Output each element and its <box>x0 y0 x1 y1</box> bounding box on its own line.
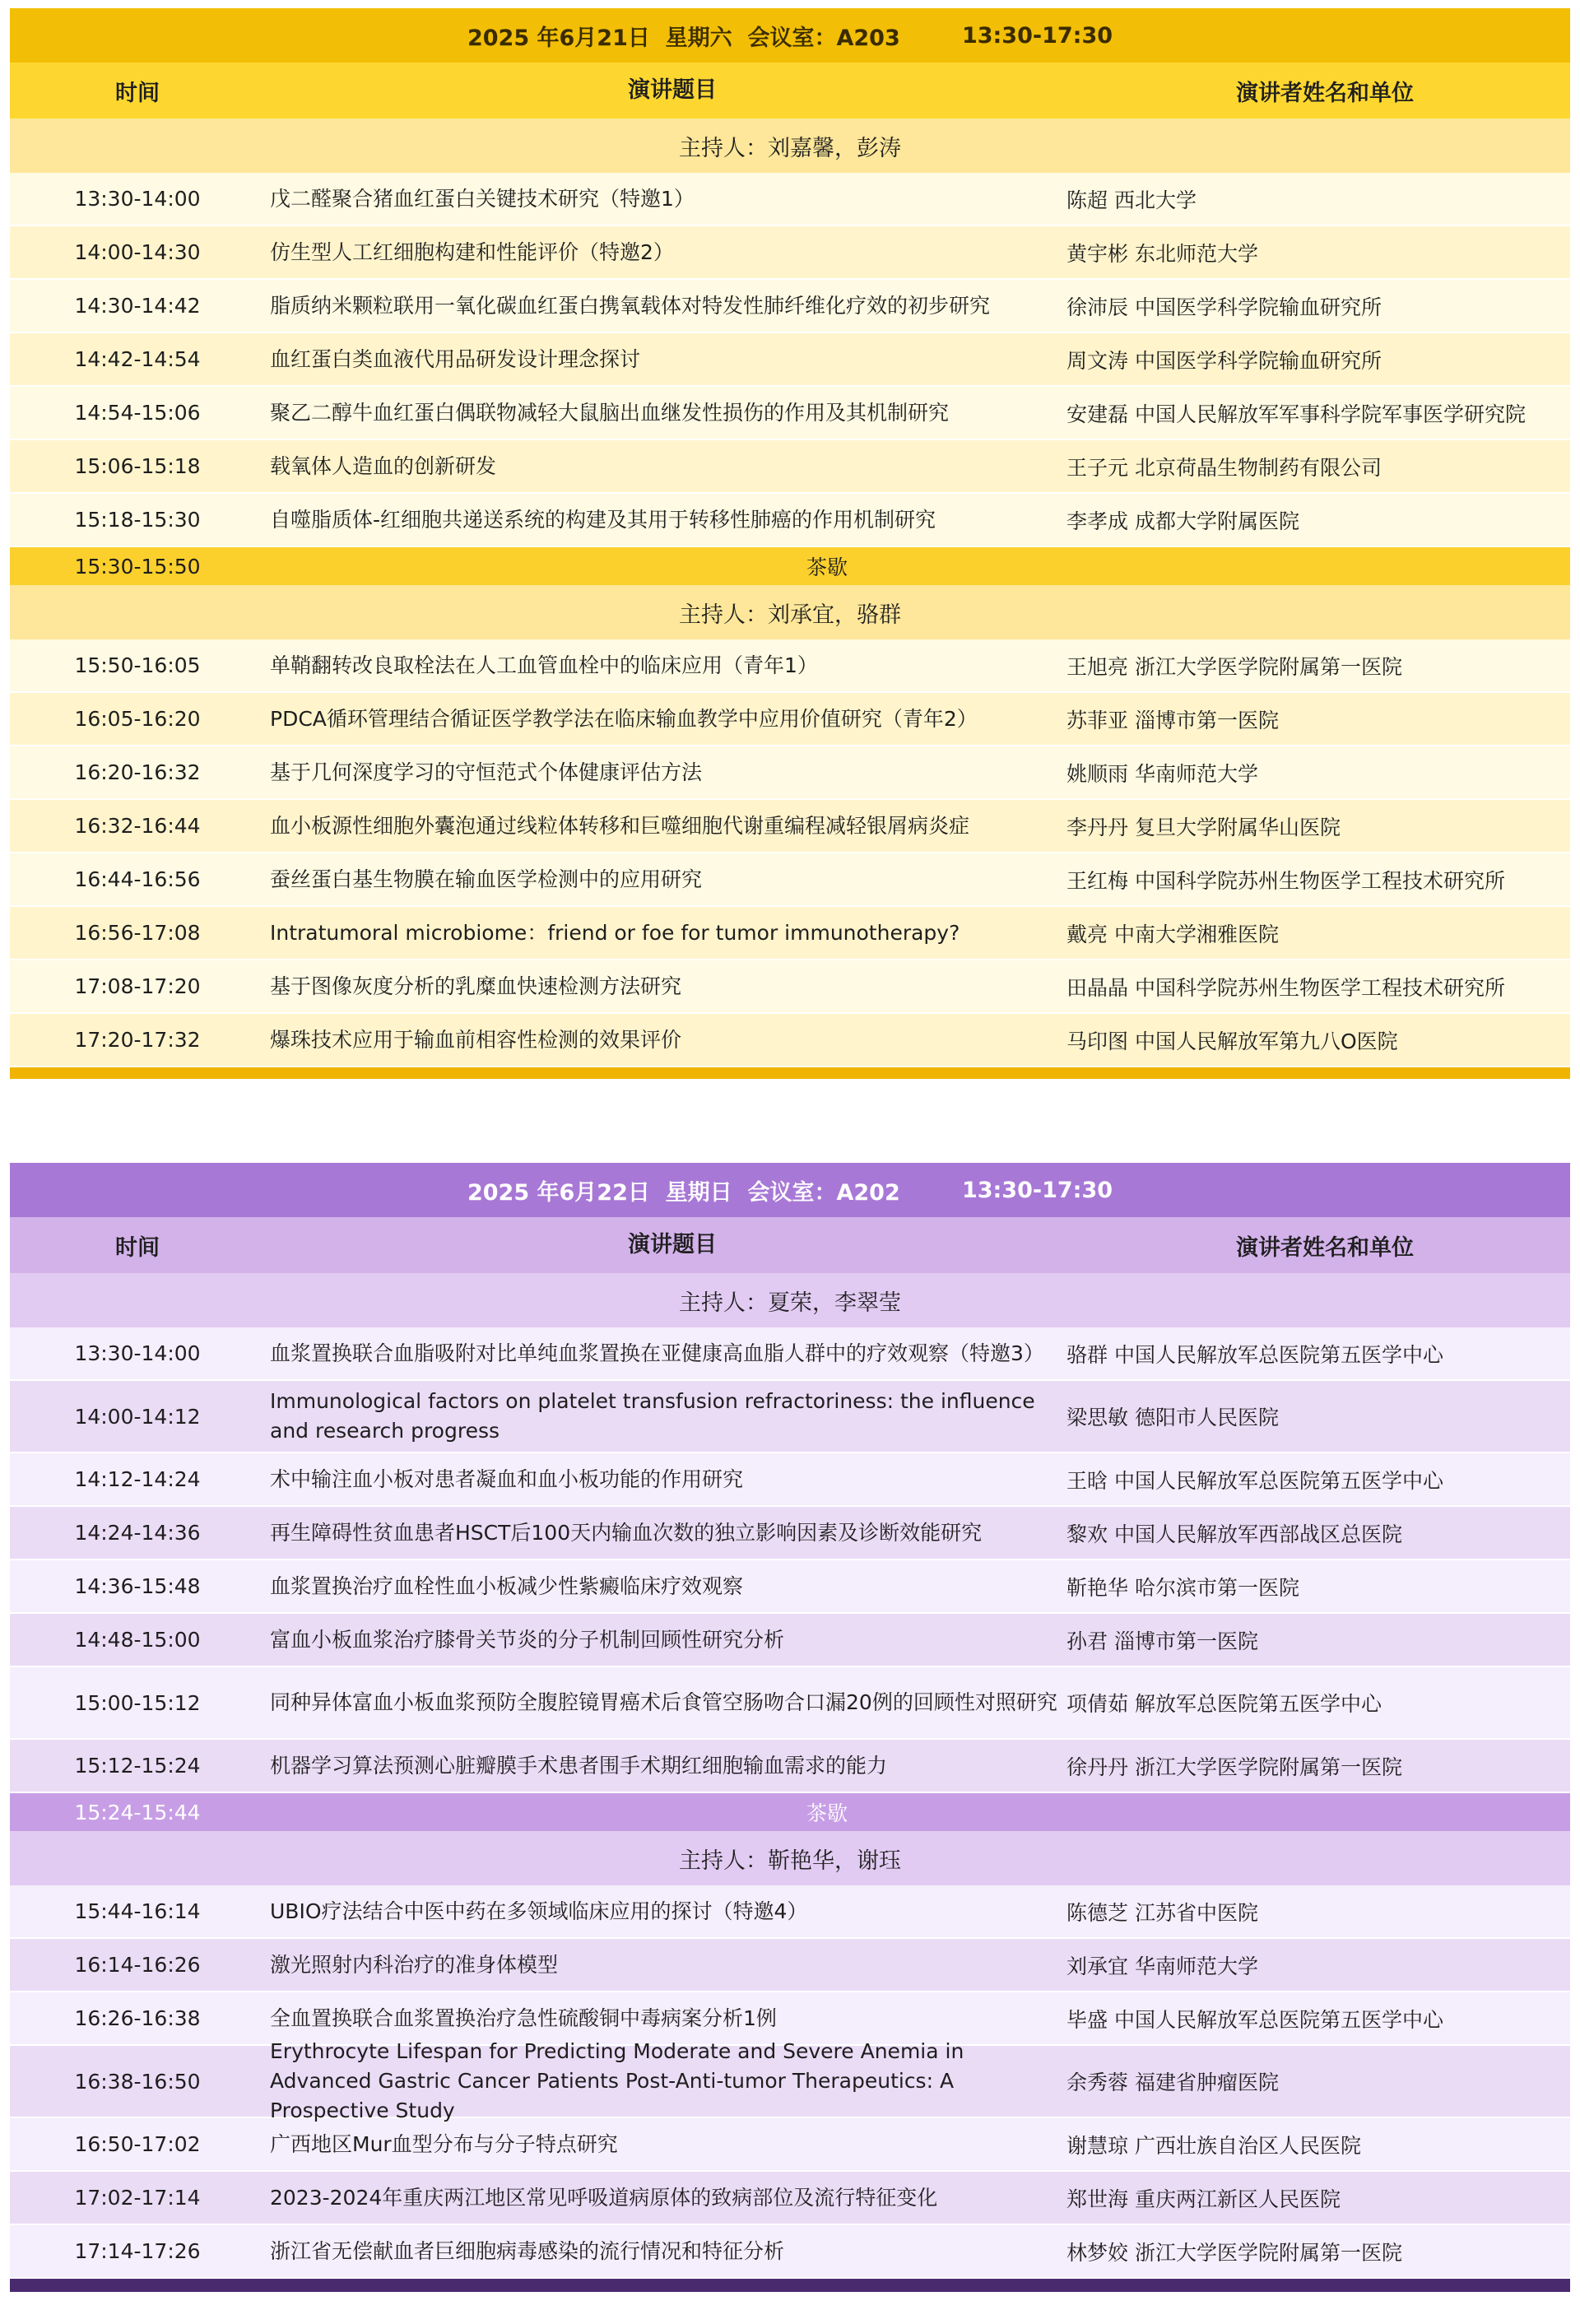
table-row <box>10 1614 1570 1667</box>
table-row <box>10 1507 1570 1560</box>
talk-speaker: 马印图 中国人民解放军第九八O医院 <box>1066 1029 1398 1053</box>
talk-topic: 激光照射内科治疗的准身体模型 <box>270 1952 559 1977</box>
talk-time: 14:42-14:54 <box>74 347 201 371</box>
table-row <box>10 639 1570 693</box>
session-time-range: 13:30-17:30 <box>961 1177 1113 1203</box>
table-row <box>10 440 1570 494</box>
talk-speaker: 徐沛辰 中国医学科学院输血研究所 <box>1066 295 1382 319</box>
table-row <box>10 960 1570 1014</box>
talk-speaker: 王子元 北京荷晶生物制药有限公司 <box>1066 455 1382 480</box>
table-row <box>10 2172 1570 2225</box>
header-topic: 演讲题目 <box>628 77 717 103</box>
talk-time: 16:26-16:38 <box>74 2006 201 2030</box>
talk-speaker: 毕盛 中国人民解放军总医院第五医学中心 <box>1066 2007 1443 2032</box>
host-row: 主持人：刘承宜，骆群 <box>10 585 1570 639</box>
talk-time: 14:30-14:42 <box>74 294 201 318</box>
talk-speaker: 徐丹丹 浙江大学医学院附属第一医院 <box>1066 1755 1402 1779</box>
talk-time: 16:32-16:44 <box>74 814 201 838</box>
talk-topic: 自噬脂质体-红细胞共递送系统的构建及其用于转移性肺癌的作用机制研究 <box>270 507 936 532</box>
talk-time: 15:06-15:18 <box>74 454 201 478</box>
talk-time: 16:56-17:08 <box>74 921 201 945</box>
talk-topic: 载氧体人造血的创新研发 <box>270 453 497 478</box>
talk-time: 13:30-14:00 <box>74 187 201 211</box>
schedule-table-day2 <box>10 1163 1570 2292</box>
talk-topic: 单鞘翻转改良取栓法在人工血管血栓中的临床应用（青年1） <box>270 653 818 677</box>
session-title <box>10 1163 1570 1217</box>
talk-topic: 再生障碍性贫血患者HSCT后100天内输血次数的独立影响因素及诊断效能研究 <box>270 1520 983 1545</box>
header-speaker: 演讲者姓名和单位 <box>1236 1234 1414 1261</box>
talk-topic: 戊二醛聚合猪血红蛋白关键技术研究（特邀1） <box>270 186 695 211</box>
talk-time: 14:54-15:06 <box>74 401 201 425</box>
talk-time: 14:00-14:12 <box>74 1404 201 1429</box>
talk-topic: 血浆置换联合血脂吸附对比单纯血浆置换在亚健康高血脂人群中的疗效观察（特邀3） <box>270 1341 1044 1365</box>
table-row <box>10 907 1570 960</box>
host-row: 主持人：刘嘉馨，彭涛 <box>10 119 1570 173</box>
talk-topic: 基于图像灰度分析的乳糜血快速检测方法研究 <box>270 974 682 998</box>
table-row <box>10 693 1570 746</box>
talk-time: 14:00-14:30 <box>74 240 201 264</box>
table-row <box>10 2118 1570 2172</box>
talk-speaker: 李丹丹 复旦大学附属华山医院 <box>1066 815 1341 839</box>
talk-topic: 血红蛋白类血液代用品研发设计理念探讨 <box>270 346 641 371</box>
session-date-room: 2025 年6月22日 星期日 会议室：A202 <box>467 1179 900 1206</box>
talk-speaker: 陈超 西北大学 <box>1066 188 1197 212</box>
table-header <box>10 63 1570 119</box>
talk-time: 16:05-16:20 <box>74 707 201 731</box>
talk-topic: 血小板源性细胞外囊泡通过线粒体转移和巨噬细胞代谢重编程减轻银屑病炎症 <box>270 813 970 838</box>
break-label: 茶歇 <box>806 1801 848 1825</box>
talk-topic: 2023-2024年重庆两江地区常见呼吸道病原体的致病部位及流行特征变化 <box>270 2185 938 2210</box>
talk-topic: Intratumoral microbiome：friend or foe for tumor immunotherapy? <box>270 920 960 945</box>
talk-speaker: 骆群 中国人民解放军总医院第五医学中心 <box>1066 1342 1443 1367</box>
talk-speaker: 黎欢 中国人民解放军西部战区总医院 <box>1066 1522 1402 1546</box>
talk-time: 15:00-15:12 <box>74 1690 201 1715</box>
talk-topic: UBIO疗法结合中医中药在多领域临床应用的探讨（特邀4） <box>270 1899 808 1923</box>
talk-topic: 血浆置换治疗血栓性血小板减少性紫癜临床疗效观察 <box>270 1573 744 1598</box>
talk-time: 16:20-16:32 <box>74 760 201 784</box>
talk-speaker: 王红梅 中国科学院苏州生物医学工程技术研究所 <box>1066 868 1505 893</box>
talk-topic: 广西地区Mur血型分布与分子特点研究 <box>270 2131 618 2156</box>
session-date-room: 2025 年6月21日 星期六 会议室：A203 <box>467 25 900 51</box>
tea-break-row <box>10 1793 1570 1831</box>
talk-time: 15:12-15:24 <box>74 1754 201 1778</box>
table-row <box>10 1885 1570 1939</box>
talk-time: 16:38-16:50 <box>74 2069 201 2094</box>
talk-speaker: 陈德芝 江苏省中医院 <box>1066 1900 1258 1925</box>
table-row <box>10 2039 1570 2122</box>
session-title <box>10 8 1570 63</box>
talk-topic: 基于几何深度学习的守恒范式个体健康评估方法 <box>270 760 703 784</box>
table-row <box>10 1667 1570 1740</box>
talk-speaker: 周文涛 中国医学科学院输血研究所 <box>1066 348 1382 373</box>
talk-speaker: 孙君 淄博市第一医院 <box>1066 1629 1258 1653</box>
talk-speaker: 苏菲亚 淄博市第一医院 <box>1066 708 1279 732</box>
talk-time: 17:14-17:26 <box>74 2239 201 2263</box>
table-row <box>10 1939 1570 1992</box>
talk-list <box>10 639 1570 1067</box>
talk-time: 13:30-14:00 <box>74 1341 201 1365</box>
table-row <box>10 280 1570 333</box>
talk-speaker: 梁思敏 德阳市人民医院 <box>1066 1406 1279 1429</box>
talk-topic: Immunological factors on platelet transfusion refractoriness: the influence and research progress <box>270 1389 1035 1443</box>
talk-list <box>10 1885 1570 2279</box>
talk-topic: 同种异体富血小板血浆预防全腹腔镜胃癌术后食管空肠吻合口漏20例的回顾性对照研究 <box>270 1690 1057 1714</box>
talk-topic: 机器学习算法预测心脏瓣膜手术患者围手术期红细胞输血需求的能力 <box>270 1753 888 1778</box>
header-time: 时间 <box>115 1234 160 1261</box>
talk-speaker: 余秀蓉 福建省肿瘤医院 <box>1066 2071 1279 2094</box>
talk-list <box>10 173 1570 547</box>
talk-speaker: 田晶晶 中国科学院苏州生物医学工程技术研究所 <box>1066 975 1505 1000</box>
table-row <box>10 333 1570 387</box>
talk-time: 16:44-16:56 <box>74 867 201 891</box>
talk-speaker: 谢慧琼 广西壮族自治区人民医院 <box>1066 2133 1361 2158</box>
talk-speaker: 姚顺雨 华南师范大学 <box>1066 761 1258 786</box>
talk-topic: 浙江省无偿献血者巨细胞病毒感染的流行情况和特征分析 <box>270 2238 785 2263</box>
talk-topic: 蚕丝蛋白基生物膜在输血医学检测中的应用研究 <box>270 867 703 891</box>
break-label: 茶歇 <box>806 555 848 579</box>
header-time: 时间 <box>115 80 160 106</box>
talk-topic: 术中输注血小板对患者凝血和血小板功能的作用研究 <box>270 1466 744 1491</box>
break-time: 15:24-15:44 <box>74 1800 201 1824</box>
host-row: 主持人：夏荣，李翠莹 <box>10 1273 1570 1327</box>
talk-topic: 聚乙二醇牛血红蛋白偶联物减轻大鼠脑出血继发性损伤的作用及其机制研究 <box>270 400 950 425</box>
table-row <box>10 1560 1570 1614</box>
talk-speaker: 王旭亮 浙江大学医学院附属第一医院 <box>1066 654 1402 679</box>
table-row <box>10 1014 1570 1067</box>
table-row <box>10 1453 1570 1507</box>
talk-topic: 富血小板血浆治疗膝骨关节炎的分子机制回顾性研究分析 <box>270 1627 785 1652</box>
talk-time: 16:50-17:02 <box>74 2132 201 2156</box>
schedule-table-day1 <box>10 8 1570 1079</box>
talk-time: 17:08-17:20 <box>74 974 201 998</box>
header-topic: 演讲题目 <box>628 1232 717 1257</box>
talk-time: 17:20-17:32 <box>74 1028 201 1052</box>
talk-speaker: 项倩茹 解放军总医院第五医学中心 <box>1066 1692 1382 1716</box>
talk-speaker: 安建磊 中国人民解放军军事科学院军事医学研究院 <box>1066 402 1526 426</box>
table-row <box>10 1381 1570 1453</box>
talk-time: 15:44-16:14 <box>74 1899 201 1923</box>
talk-topic: Erythrocyte Lifespan for Predicting Moderate and Severe Anemia in Advanced Gastric Cancer Patients Post-Anti-tumor Therapeutics: A Prospective Study <box>270 2039 964 2122</box>
talk-speaker: 王晗 中国人民解放军总医院第五医学中心 <box>1066 1468 1443 1493</box>
talk-topic: PDCA循环管理结合循证医学教学法在临床输血教学中应用价值研究（青年2） <box>270 706 978 731</box>
table-row <box>10 1740 1570 1793</box>
talk-topic: 脂质纳米颗粒联用一氧化碳血红蛋白携氧载体对特发性肺纤维化疗效的初步研究 <box>270 293 991 318</box>
header-speaker: 演讲者姓名和单位 <box>1236 80 1414 106</box>
talk-speaker: 李孝成 成都大学附属医院 <box>1066 509 1299 533</box>
talk-topic: 爆珠技术应用于输血前相容性检测的效果评价 <box>270 1027 682 1052</box>
talk-speaker: 林梦姣 浙江大学医学院附属第一医院 <box>1066 2240 1402 2265</box>
talk-topic: 全血置换联合血浆置换治疗急性硫酸铜中毒病案分析1例 <box>270 2006 777 2030</box>
talk-time: 14:48-15:00 <box>74 1628 201 1652</box>
talk-speaker: 戴亮 中南大学湘雅医院 <box>1066 922 1279 946</box>
table-footer-bar <box>10 1067 1570 1079</box>
talk-time: 14:24-14:36 <box>74 1521 201 1545</box>
talk-time: 15:18-15:30 <box>74 508 201 532</box>
table-header <box>10 1217 1570 1273</box>
table-row <box>10 800 1570 853</box>
table-row <box>10 387 1570 440</box>
table-row <box>10 1327 1570 1381</box>
table-row <box>10 173 1570 226</box>
table-row <box>10 226 1570 280</box>
talk-time: 14:36-15:48 <box>74 1574 201 1598</box>
talk-speaker: 刘承宜 华南师范大学 <box>1066 1954 1258 1978</box>
host-row: 主持人：靳艳华，谢珏 <box>10 1831 1570 1885</box>
talk-speaker: 郑世海 重庆两江新区人民医院 <box>1066 2187 1341 2211</box>
tea-break-row <box>10 547 1570 585</box>
talk-time: 15:50-16:05 <box>74 653 201 677</box>
talk-list <box>10 1327 1570 1793</box>
talk-topic: 仿生型人工红细胞构建和性能评价（特邀2） <box>270 239 674 264</box>
break-time: 15:30-15:50 <box>74 554 201 579</box>
talk-time: 17:02-17:14 <box>74 2186 201 2210</box>
table-row <box>10 853 1570 907</box>
talk-time: 14:12-14:24 <box>74 1467 201 1491</box>
table-row <box>10 746 1570 800</box>
talk-time: 16:14-16:26 <box>74 1953 201 1977</box>
session-time-range: 13:30-17:30 <box>961 22 1113 49</box>
table-footer-bar <box>10 2279 1570 2292</box>
table-row <box>10 494 1570 547</box>
table-row <box>10 2225 1570 2279</box>
talk-speaker: 黄宇彬 东北师范大学 <box>1066 241 1258 266</box>
talk-speaker: 靳艳华 哈尔滨市第一医院 <box>1066 1575 1299 1600</box>
